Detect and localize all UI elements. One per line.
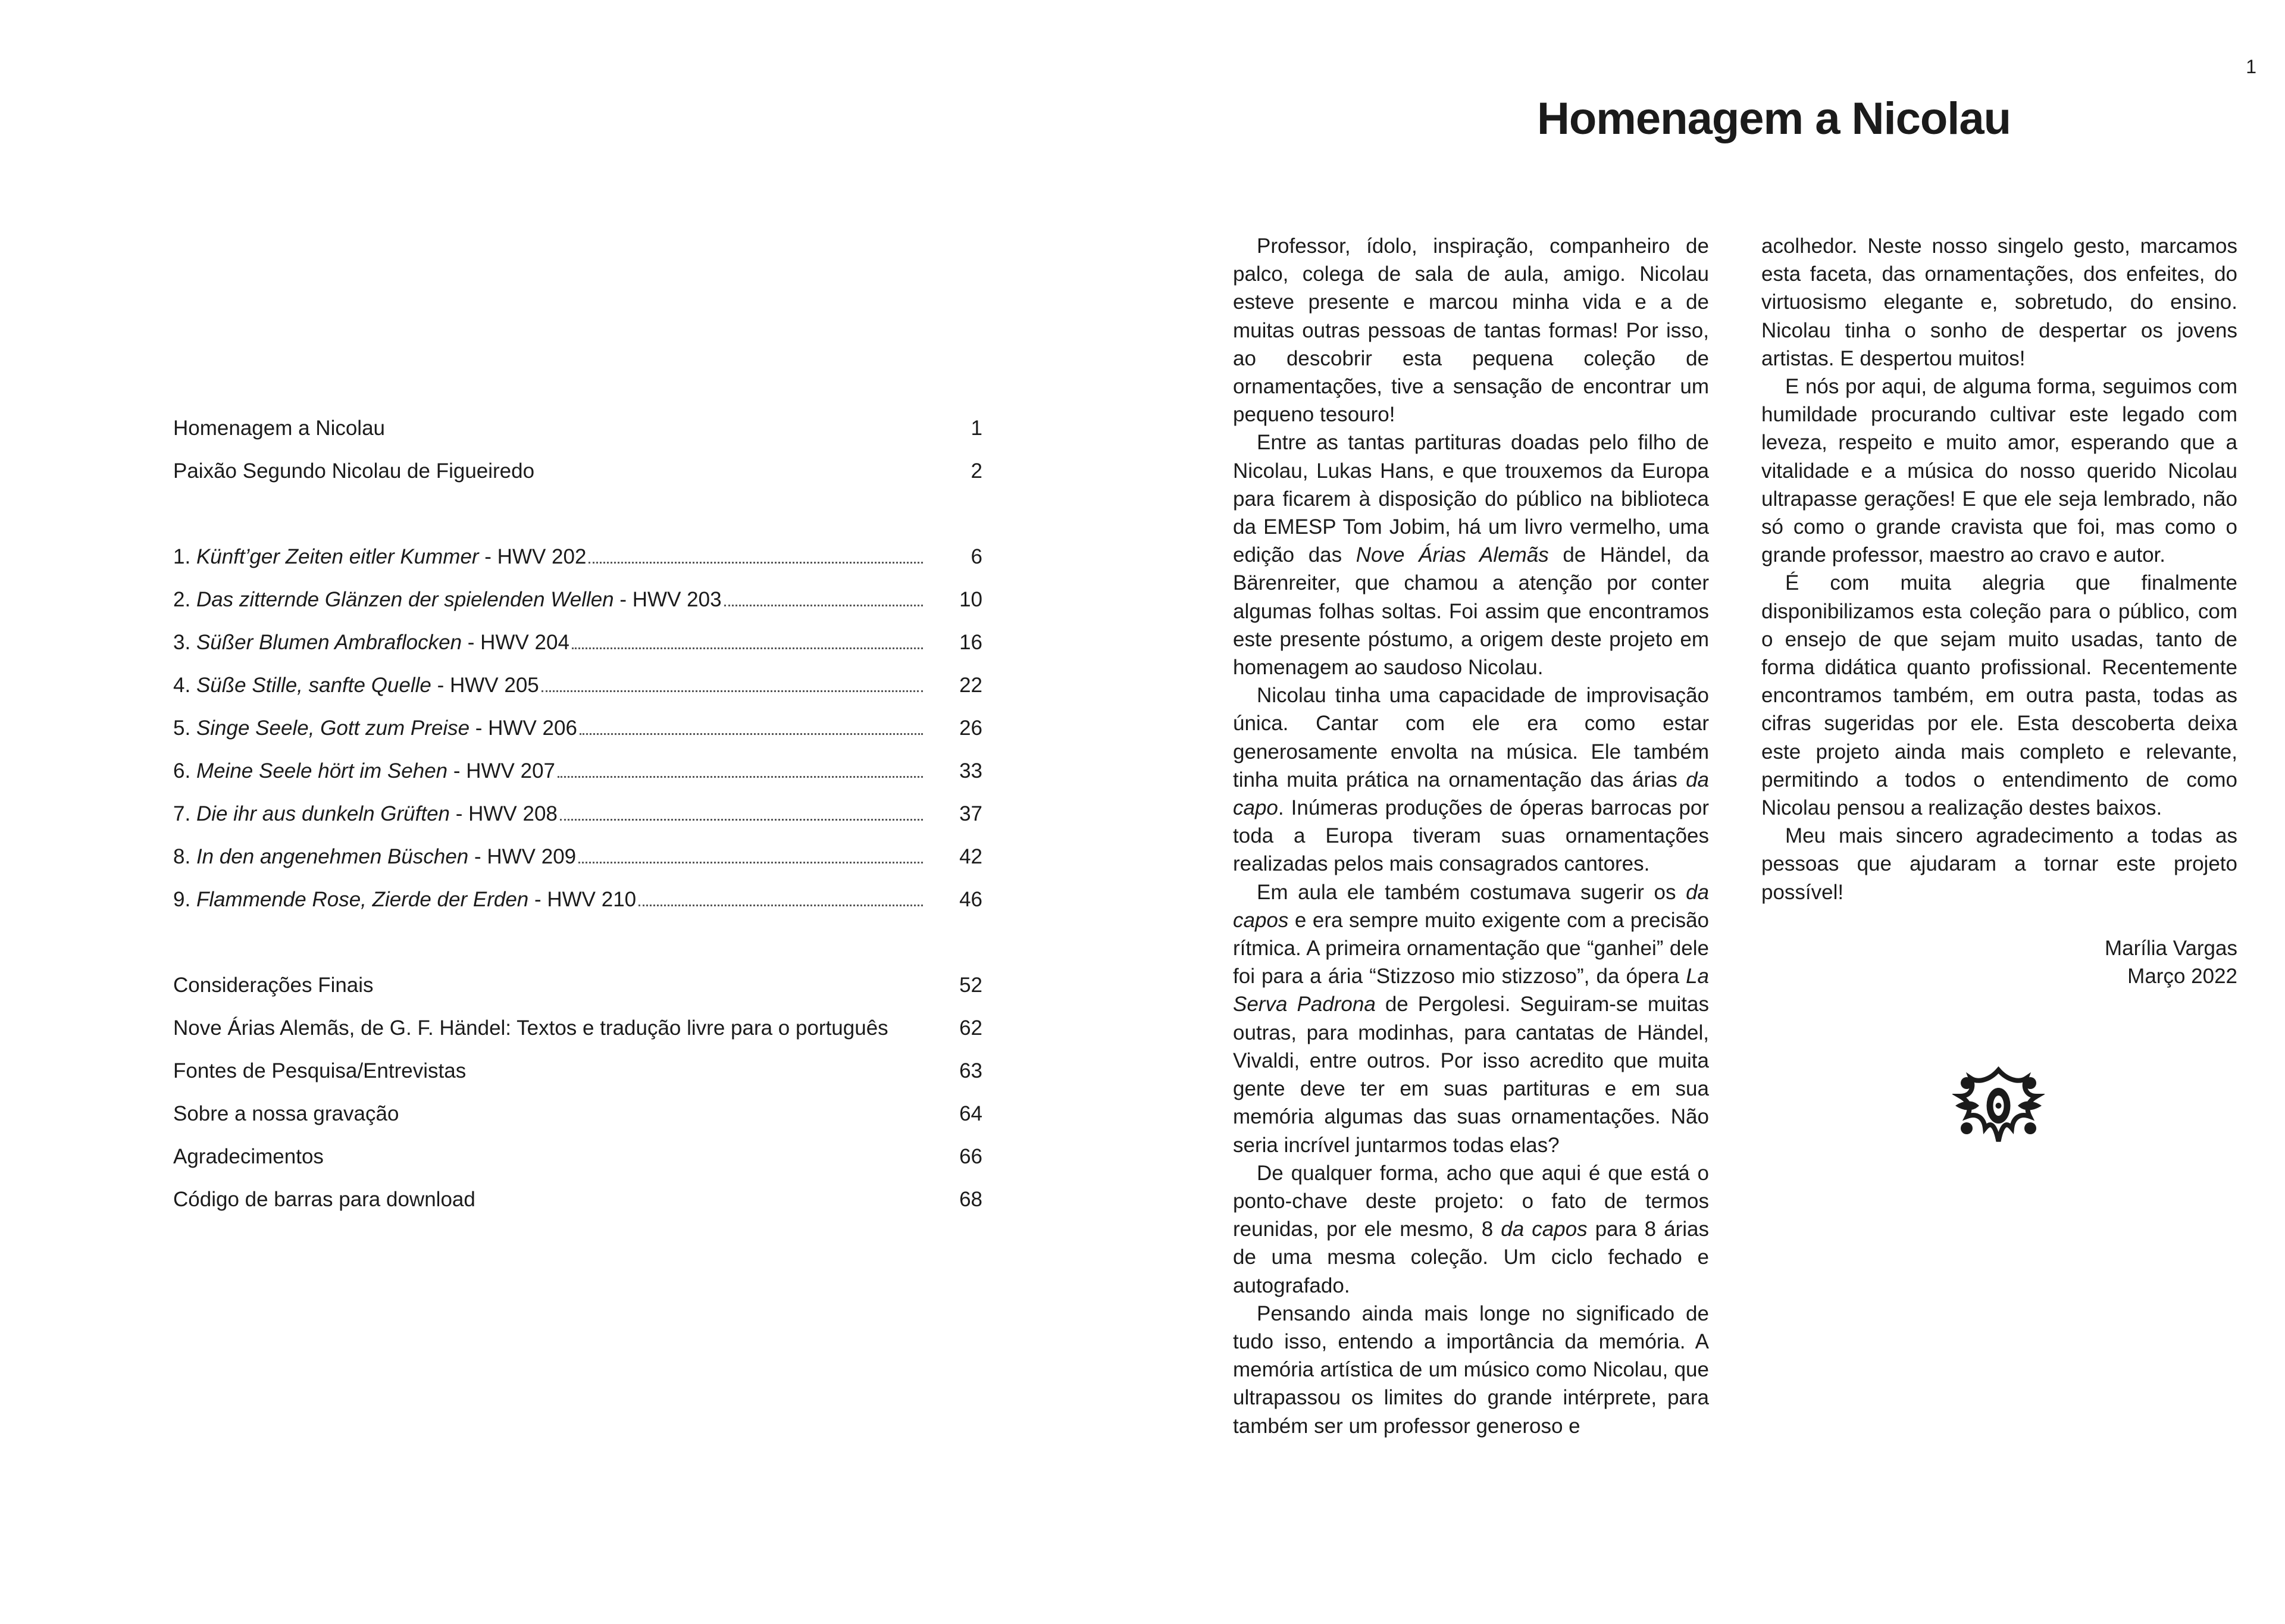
toc-aria-hwv: - HWV 209 bbox=[468, 845, 577, 868]
paragraph: Pensando ainda mais longe no significado de tudo isso, entendo a importância da memória. A memória artística de um músico como Nicolau, que ultrapassou os limites do grande intérprete, para também ser um professor generoso e bbox=[1233, 1301, 1709, 1438]
toc-aria-number: 5. bbox=[173, 716, 191, 740]
toc-entry-title: Considerações Finais bbox=[173, 974, 374, 997]
toc-aria-hwv: - HWV 205 bbox=[431, 674, 539, 697]
article-column-2 bbox=[1761, 232, 2237, 990]
toc-aria-number: 9. bbox=[173, 888, 191, 911]
right-page bbox=[1142, 0, 2285, 1624]
toc-aria-number: 2. bbox=[173, 588, 191, 611]
toc-entry-page: 37 bbox=[959, 802, 982, 825]
floral-ornament-icon bbox=[1952, 1065, 2045, 1146]
paragraph: Meu mais sincero agradecimento a todas as pessoas que ajudaram a tornar este projeto possível! bbox=[1761, 824, 2237, 904]
toc-aria-number: 6. bbox=[173, 759, 191, 783]
signature bbox=[1761, 934, 2237, 990]
toc-aria-entry[interactable] bbox=[173, 759, 982, 802]
toc-aria-hwv: - HWV 208 bbox=[450, 802, 558, 825]
toc-aria-title: Süßer Blumen Ambraflocken bbox=[196, 631, 462, 654]
toc-entry-page: 63 bbox=[959, 1059, 982, 1082]
toc-entry-page: 68 bbox=[959, 1188, 982, 1211]
toc-entry[interactable] bbox=[173, 974, 982, 1016]
paragraph: E nós por aqui, de alguma forma, seguimos com humildade procurando cultivar este legado com leveza, respeito e muito amor, esperando que a vitalidade e a música do nosso querido Nicolau ultrapasse gerações! E que ele seja lembrado, não só como o grande cravista que foi, mas como o grande professor, maestro ao cravo e autor. bbox=[1761, 375, 2237, 567]
toc-aria-entry[interactable] bbox=[173, 802, 982, 845]
toc-aria-title: In den angenehmen Büschen bbox=[196, 845, 469, 868]
toc-entry-title: Nove Árias Alemãs, de G. F. Händel: Textos e tradução livre para o português bbox=[173, 1016, 888, 1040]
paragraph: Entre as tantas partituras doadas pelo filho de Nicolau, Lukas Hans, e que trouxemos da Europa para ficarem à disposição do público na biblioteca da EMESP Tom Jobim, há um livro vermelho, uma edição das Nove Árias Alemãs de Händel, da Bärenreiter, que chamou a atenção por conter algumas folhas soltas. Foi assim que encontramos este presente póstumo, a origem deste projeto em homenagem ao saudoso Nicolau. bbox=[1233, 431, 1709, 680]
toc-aria-hwv: - HWV 207 bbox=[447, 759, 556, 783]
toc-leader-dots bbox=[638, 905, 923, 906]
article-column-1 bbox=[1233, 232, 1709, 1440]
toc-leader-dots bbox=[580, 733, 923, 735]
toc-entry[interactable] bbox=[173, 417, 982, 459]
toc-entry-title: Fontes de Pesquisa/Entrevistas bbox=[173, 1059, 467, 1082]
page-number: 1 bbox=[2246, 56, 2256, 77]
paragraph: Nicolau tinha uma capacidade de improvisação única. Cantar com ele era como estar generosamente envolta na música. Ele também tinha muita prática na ornamentação das árias da capo. Inúmeras produções de óperas barrocas por toda a Europa tiveram suas ornamentações realizadas pelos mais consagrados cantores. bbox=[1233, 684, 1709, 876]
toc-leader-dots bbox=[578, 862, 923, 863]
toc-aria-entry[interactable] bbox=[173, 888, 982, 931]
toc-leader-dots bbox=[724, 605, 923, 606]
toc-aria-title: Die ihr aus dunkeln Grüften bbox=[196, 802, 450, 825]
toc-entry-page: 6 bbox=[971, 545, 982, 568]
toc-aria-number: 7. bbox=[173, 802, 191, 825]
toc-aria-entry[interactable] bbox=[173, 631, 982, 674]
paragraph: Em aula ele também costumava sugerir os da capos e era sempre muito exigente com a precisão rítmica. A primeira ornamentação que “ganhei” dele foi para a ária “Stizzoso mio stizzoso”, da ópera La Serva Padrona de Pergolesi. Seguiram-se muitas outras, para modinhas, para cantatas de Händel, Vivaldi, entre outros. Por isso acredito que muita gente deve ter em suas partituras e em sua memória algumas das suas ornamentações. Não seria incrível juntarmos todas elas? bbox=[1233, 880, 1709, 1157]
toc-aria-title: Meine Seele hört im Sehen bbox=[196, 759, 448, 783]
toc-entry-page: 22 bbox=[959, 674, 982, 697]
toc-entry-page: 1 bbox=[971, 417, 982, 440]
toc-entry[interactable] bbox=[173, 1016, 982, 1059]
toc-aria-entry[interactable] bbox=[173, 845, 982, 888]
toc-aria-hwv: - HWV 206 bbox=[469, 716, 577, 740]
toc-entry-page: 16 bbox=[959, 631, 982, 654]
toc-entry-page: 26 bbox=[959, 716, 982, 740]
toc-leader-dots bbox=[541, 690, 923, 692]
toc-leader-dots bbox=[558, 776, 923, 778]
paragraph: Professor, ídolo, inspiração, companheiro de palco, colega de sala de aula, amigo. Nicolau esteve presente e marcou minha vida e a de muitas outras pessoas de tantas formas! Por isso, ao descobrir esta pequena coleção de ornamentações, tive a sensação de encontrar um pequeno tesouro! bbox=[1233, 234, 1709, 427]
toc-entry-page: 33 bbox=[959, 759, 982, 783]
toc-entry-page: 52 bbox=[959, 974, 982, 997]
toc-aria-number: 4. bbox=[173, 674, 191, 697]
toc-entry-page: 46 bbox=[959, 888, 982, 911]
toc-aria-entry[interactable] bbox=[173, 674, 982, 716]
toc-leader-dots bbox=[560, 819, 923, 821]
toc-aria-entry[interactable] bbox=[173, 716, 982, 759]
left-page bbox=[0, 0, 1142, 1624]
toc-entry-page: 62 bbox=[959, 1016, 982, 1040]
toc-aria-entry[interactable] bbox=[173, 588, 982, 631]
toc-entry-page: 64 bbox=[959, 1102, 982, 1125]
toc-leader-dots bbox=[589, 562, 923, 564]
toc-entry-title: Homenagem a Nicolau bbox=[173, 417, 386, 440]
paragraph: É com muita alegria que finalmente disponibilizamos esta coleção para o público, com o ensejo de que sejam muito usadas, tanto de forma didática quanto profissional. Recentemente encontramos também, em outra pasta, todas as cifras sugeridas por ele. Esta descoberta deixa este projeto ainda mais completo e relevante, permitindo a todos o entendimento de como Nicolau pensou a realização destes baixos. bbox=[1761, 571, 2237, 820]
page-title: Homenagem a Nicolau bbox=[1537, 93, 2011, 144]
toc-aria-hwv: - HWV 204 bbox=[462, 631, 569, 654]
toc-aria-hwv: - HWV 202 bbox=[478, 545, 587, 568]
toc-entry-title: Sobre a nossa gravação bbox=[173, 1102, 399, 1125]
toc-entry[interactable] bbox=[173, 1188, 982, 1231]
toc-entry-page: 10 bbox=[959, 588, 982, 611]
signature-date: Março 2022 bbox=[2127, 965, 2237, 988]
toc-entry[interactable] bbox=[173, 1145, 982, 1188]
signature-name: Marília Vargas bbox=[2104, 936, 2237, 960]
paragraph: acolhedor. Neste nosso singelo gesto, marcamos esta faceta, das ornamentações, dos enfeites, do virtuosismo elegante e, sobretudo, do ensino. Nicolau tinha o sonho de despertar os jovens artistas. E despertou muitos! bbox=[1761, 234, 2237, 370]
toc-leader-dots bbox=[572, 647, 923, 649]
toc-entry-title: Código de barras para download bbox=[173, 1188, 475, 1211]
toc-entry[interactable] bbox=[173, 1059, 982, 1102]
paragraph: De qualquer forma, acho que aqui é que está o ponto-chave deste projeto: o fato de termos reunidas, por ele mesmo, 8 da capos para 8 árias de uma mesma coleção. Um ciclo fechado e autografado. bbox=[1233, 1161, 1709, 1297]
toc-aria-title: Künft’ger Zeiten eitler Kummer bbox=[196, 545, 479, 568]
toc-aria-number: 3. bbox=[173, 631, 191, 654]
toc-aria-title: Das zitternde Glänzen der spielenden Wellen bbox=[196, 588, 614, 611]
toc-entry-page: 2 bbox=[971, 459, 982, 483]
toc-aria-number: 8. bbox=[173, 845, 191, 868]
table-of-contents bbox=[173, 417, 982, 1231]
toc-aria-entry[interactable] bbox=[173, 545, 982, 588]
toc-aria-hwv: - HWV 203 bbox=[613, 588, 722, 611]
toc-aria-title: Singe Seele, Gott zum Preise bbox=[196, 716, 470, 740]
toc-entry-title: Paixão Segundo Nicolau de Figueiredo bbox=[173, 459, 535, 483]
toc-entry[interactable] bbox=[173, 459, 982, 502]
toc-aria-title: Süße Stille, sanfte Quelle bbox=[196, 674, 431, 697]
toc-aria-title: Flammende Rose, Zierde der Erden bbox=[196, 888, 529, 911]
toc-entry-page: 42 bbox=[959, 845, 982, 868]
toc-entry-page: 66 bbox=[959, 1145, 982, 1168]
toc-aria-number: 1. bbox=[173, 545, 191, 568]
toc-entry[interactable] bbox=[173, 1102, 982, 1145]
toc-aria-hwv: - HWV 210 bbox=[528, 888, 637, 911]
toc-entry-title: Agradecimentos bbox=[173, 1145, 324, 1168]
